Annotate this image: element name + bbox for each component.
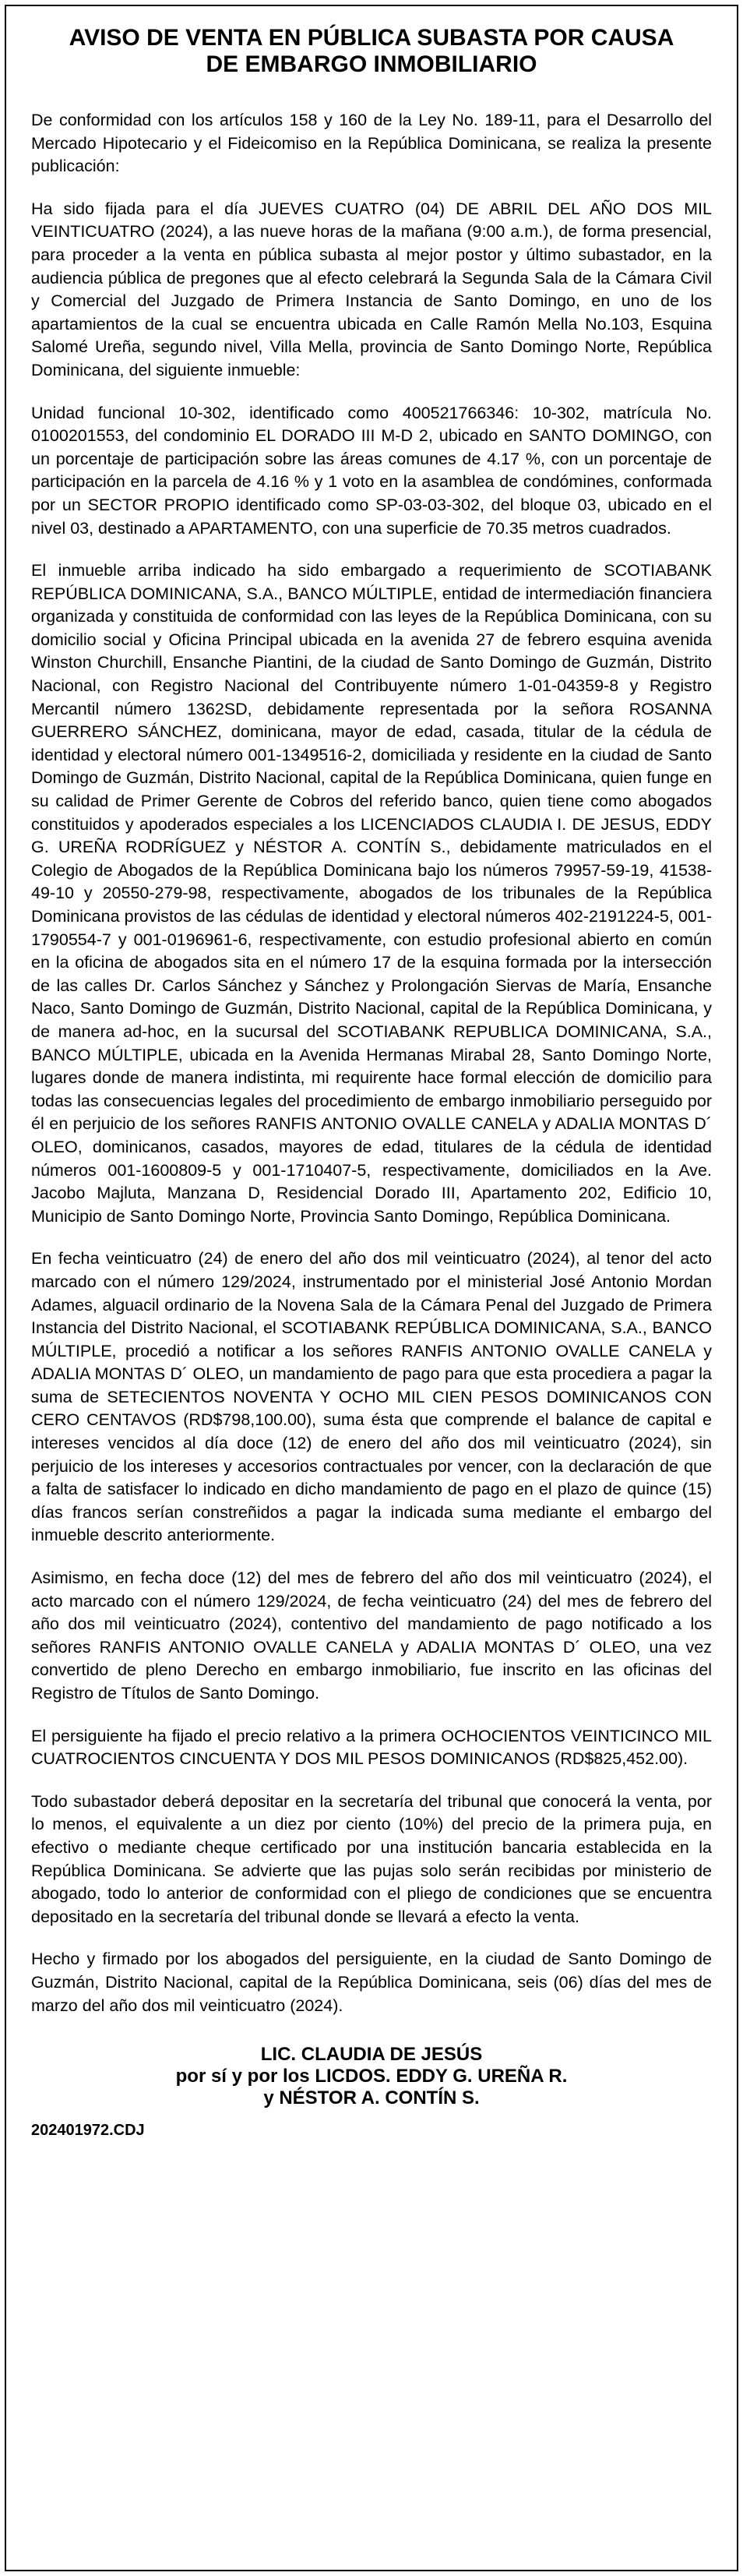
paragraph-base-price: El persiguiente ha fijado el precio relativo a la primera OCHOCIENTOS VEINTICINCO MIL CUATROCIENTOS CINCUENTA Y DOS MIL PESOS DOMINICANOS (RD$825,452.00).	[31, 1726, 712, 1769]
paragraph-registration: Asimismo, en fecha doce (12) del mes de febrero del año dos mil veinticuatro (2024), el acto marcado con el número 129/2024, de fecha veinticuatro (24) del mes de febrero del año dos mil veinticuatro (2024), contentivo del mandamiento de pago notificado a los señores RANFIS ANTONIO OVALLE CANELA y ADALIA MONTAS D´ OLEO, una vez convertido de pleno Derecho en embargo inmobiliario, fue inscrito en las oficinas del Registro de Títulos de Santo Domingo.	[31, 1569, 712, 1703]
publication-code: 202401972.CDJ	[31, 2122, 145, 2140]
signature-line-2: por sí y por los LICDOS. EDDY G. UREÑA R.	[175, 2066, 568, 2087]
legal-notice	[5, 5, 738, 2571]
title-line-1: AVISO DE VENTA EN PÚBLICA SUBASTA POR CAUSA	[69, 25, 674, 51]
paragraph-auction-date: Ha sido fijada para el día JUEVES CUATRO (04) DE ABRIL DEL AÑO DOS MIL VEINTICUATRO (2024), a las nueve horas de la mañana (9:00 a.m.), de forma presencial, para proceder a la venta en pública subasta al mejor postor y último subastador, en la audiencia pública de pregones que al efecto celebrará la Segunda Sala de la Cámara Civil y Comercial del Juzgado de Primera Instancia de Santo Domingo, en uno de los apartamientos de la cual se encuentra ubicada en Calle Ramón Mella No.103, Esquina Salomé Ureña, segundo nivel, Villa Mella, provincia de Santo Domingo Norte, República Dominicana, del siguiente inmueble:	[31, 199, 712, 379]
signature-line-1: LIC. CLAUDIA DE JESÚS	[260, 2044, 483, 2066]
notice-title	[31, 25, 712, 78]
paragraph-seizing-party: El inmueble arriba indicado ha sido embargado a requerimiento de SCOTIABANK REPÚBLICA DOMINICANA, S.A., BANCO MÚLTIPLE, entidad de intermediación financiera organizada y constituida de conformidad con las leyes de la República Dominicana, con su domicilio social y Oficina Principal ubicada en la avenida 27 de febrero esquina avenida Winston Churchill, Ensanche Piantini, de la ciudad de Santo Domingo de Guzmán, Distrito Nacional, con Registro Nacional del Contribuyente número 1-01-04359-8 y Registro Mercantil número 1362SD, debidamente representada por la señora ROSANNA GUERRERO SÁNCHEZ, dominicana, mayor de edad, casada, titular de la cédula de identidad y electoral número 001-1349516-2, domiciliada y residente en la ciudad de Santo Domingo de Guzmán, Distrito Nacional, capital de la República Dominicana, quien funge en su calidad de Primer Gerente de Cobros del referido banco, quien tiene como abogados constituidos y apoderados especiales a los LICENCIADOS CLAUDIA I. DE JESUS, EDDY G. UREÑA RODRÍGUEZ y NÉSTOR A. CONTÍN S., debidamente matriculados en el Colegio de Abogados de la República Dominicana bajo los números 79957-59-19, 41538-49-10 y 20550-279-98, respectivamente, abogados de los tribunales de la República Dominicana provistos de las cédulas de identidad y electoral números 402-2191224-5, 001-1790554-7 y 001-0196961-6, respectivamente, con estudio profesional abierto en común en la oficina de abogados sita en el número 17 de la esquina formada por la intersección de las calles Dr. Carlos Sánchez y Sánchez y Prolongación Siervas de María, Ensanche Naco, Santo Domingo de Guzmán, Distrito Nacional, capital de la República Dominicana, y de manera ad-hoc, en la sucursal del SCOTIABANK REPUBLICA DOMINICANA, S.A., BANCO MÚLTIPLE, ubicada en la Avenida Hermanas Mirabal 28, Santo Domingo Norte, lugares donde de manera indistinta, mi requirente hace formal elección de domicilio para todas las consecuencias legales del procedimiento de embargo inmobiliario perseguido por él en perjuicio de los señores RANFIS ANTONIO OVALLE CANELA y ADALIA MONTAS D´ OLEO, dominicanos, casados, mayores de edad, titulares de la cédula de identidad números 001-1600809-5 y 001-1710407-5, respectivamente, domiciliados en la Ave. Jacobo Majluta, Manzana D, Residencial Dorado III, Apartamento 202, Edificio 10, Municipio de Santo Domingo Norte, Provincia Santo Domingo, República Dominicana.	[31, 561, 712, 1226]
paragraph-signing-place-date: Hecho y firmado por los abogados del persiguiente, en la ciudad de Santo Domingo de Guzmán, Distrito Nacional, capital de la República Dominicana, seis (06) días del mes de marzo del año dos mil veinticuatro (2024).	[31, 1950, 712, 2015]
paragraph-property-description: Unidad funcional 10-302, identificado como 400521766346: 10-302, matrícula No. 0100201553, del condominio EL DORADO III M-D 2, ubicado en SANTO DOMINGO, con un porcentaje de participación sobre las áreas comunes de 4.17 %, con un porcentaje de participación en la parcela de 4.16 % y 1 voto en la asamblea de condómines, conformada por un SECTOR PROPIO identificado como SP-03-03-302, del bloque 03, ubicado en el nivel 03, destinado a APARTAMENTO, con una superficie de 70.35 metros cuadrados.	[31, 403, 712, 538]
title-line-2: DE EMBARGO INMOBILIARIO	[206, 51, 537, 77]
paragraph-legal-basis: De conformidad con los artículos 158 y 160 de la Ley No. 189-11, para el Desarrollo del Mercado Hipotecario y el Fideicomiso en la República Dominicana, se realiza la presente publicación:	[31, 111, 712, 176]
paragraph-deposit-conditions: Todo subastador deberá depositar en la secretaría del tribunal que conocerá la venta, por lo menos, el equivalente a un diez por ciento (10%) del precio de la primera puja, en efectivo o mediante cheque certificado por una institución bancaria establecida en la República Dominicana. Se advierte que las pujas solo serán recibidas por ministerio de abogado, todo lo anterior de conformidad con el pliego de condiciones que se encuentra depositado en la secretaría del tribunal donde se llevará a efecto la venta.	[31, 1791, 712, 1926]
signature-block	[31, 2044, 712, 2109]
signature-line-3: y NÉSTOR A. CONTÍN S.	[263, 2087, 480, 2109]
paragraph-payment-order: En fecha veinticuatro (24) de enero del año dos mil veinticuatro (2024), al tenor del acto marcado con el número 129/2024, instrumentado por el ministerial José Antonio Mordan Adames, alguacil ordinario de la Novena Sala de la Cámara Penal del Juzgado de Primera Instancia del Distrito Nacional, el SCOTIABANK REPÚBLICA DOMINICANA, S.A., BANCO MÚLTIPLE, procedió a notificar a los señores RANFIS ANTONIO OVALLE CANELA y ADALIA MONTAS D´ OLEO, un mandamiento de pago para que esta procediera a pagar la suma de SETECIENTOS NOVENTA Y OCHO MIL CIEN PESOS DOMINICANOS CON CERO CENTAVOS (RD$798,100.00), suma ésta que comprende el balance de capital e intereses vencidos al día doce (12) de enero del año dos mil veinticuatro (2024), sin perjuicio de los intereses y accesorios contractuales por vencer, con la declaración de que a falta de satisfacer lo indicado en dicho mandamiento de pago en el plazo de quince (15) días francos serían constreñidos a pagar la indicada suma mediante el embargo del inmueble descrito anteriormente.	[31, 1249, 712, 1545]
